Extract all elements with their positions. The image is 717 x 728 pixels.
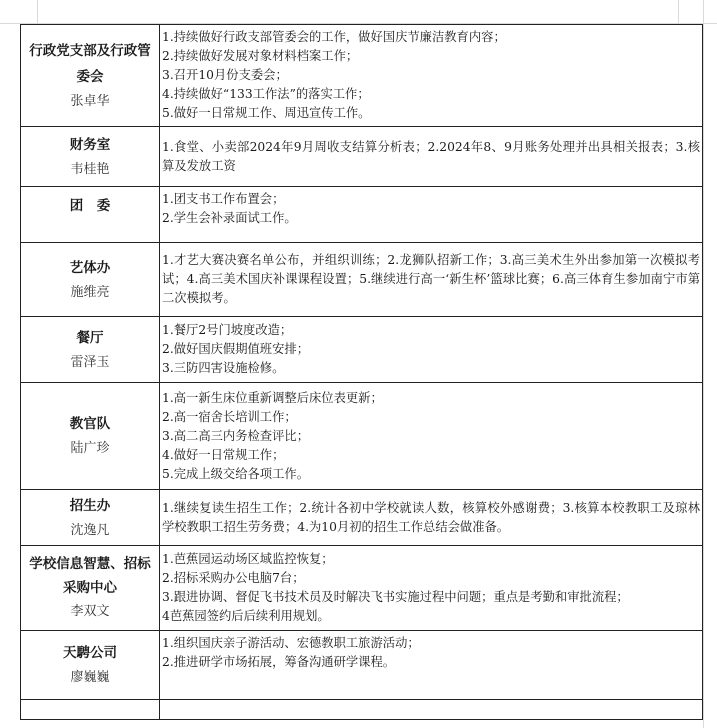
dept-name: 教官队 (69, 416, 111, 432)
dept-cell (21, 383, 160, 490)
task-item: 5.完成上级交给各项工作。 (162, 466, 309, 481)
gridline (37, 0, 38, 24)
tasks-cell (160, 546, 703, 631)
dept-name: 团 委 (69, 198, 111, 214)
table-row (21, 631, 703, 700)
person-name: 李双文 (70, 604, 110, 619)
dept-name: 餐厅 (76, 329, 104, 346)
person-name: 张卓华 (70, 93, 110, 109)
task-item: 1.芭蕉园运动场区域监控恢复； (162, 552, 334, 566)
table-row (21, 187, 703, 243)
task-item: 4芭蕉园签约后后续利用规划。 (162, 609, 330, 623)
tasks-cell (160, 317, 703, 383)
table-row (21, 383, 703, 490)
tasks-cell (160, 187, 703, 243)
dept-name: 学校信息智慧、招标采购中心 (29, 556, 151, 596)
gridline (678, 0, 679, 24)
person-name: 韦桂艳 (70, 161, 110, 177)
dept-name: 行政党支部及行政管委会 (29, 42, 151, 85)
tasks-cell (160, 243, 703, 317)
dept-cell (21, 243, 160, 317)
tasks-cell (160, 490, 703, 546)
tasks-cell (160, 700, 703, 720)
task-item: 3.三防四害设施检修。 (162, 361, 285, 375)
dept-name: 艺体办 (69, 259, 111, 276)
dept-name: 财务室 (69, 136, 111, 153)
table-row (21, 243, 703, 317)
person-name: 沈逸凡 (70, 522, 110, 538)
table-row (21, 546, 703, 631)
table-row (21, 700, 703, 720)
task-item: 1.组织国庆亲子游活动、宏德教职工旅游活动； (162, 636, 420, 650)
person-name: 廖巍巍 (70, 670, 110, 685)
task-paragraph: 1.才艺大赛决赛名单公布，并组织训练；2.龙狮队招新工作；3.高三美术生外出参加第一次模拟考试；4.高三美术国庆补课课程设置；5.继续进行高一‘新生杯’篮球比赛；6.高三体育生参加南宁市第二次模拟考。 (162, 253, 700, 305)
dept-name: 天騁公司 (63, 645, 117, 661)
task-item: 3.高二高三内务检查评比； (162, 428, 309, 443)
person-name: 陆广珍 (70, 441, 110, 456)
task-item: 3.跟进协调、督促飞书技术员及时解决飞书实施过程中问题；重点是考勤和审批流程； (162, 590, 629, 604)
table-row (21, 127, 703, 187)
dept-cell (21, 127, 160, 187)
person-name: 雷泽玉 (70, 354, 110, 370)
tasks-cell (160, 127, 703, 187)
task-item: 2.持续做好发展对象材料档案工作； (162, 49, 359, 63)
task-item: 2.学生会补录面试工作。 (162, 211, 297, 225)
task-item: 4.做好一日常规工作； (162, 447, 285, 462)
dept-cell (21, 631, 160, 700)
task-item: 2.推进研学市场拓展，筹备沟通研学课程。 (162, 655, 396, 669)
task-item: 5.做好一日常规工作、周迅宣传工作。 (162, 106, 371, 120)
dept-cell (21, 490, 160, 546)
task-item: 4.持续做好“133工作法”的落实工作； (162, 87, 370, 101)
gridline (703, 0, 704, 728)
table-row (21, 25, 703, 127)
task-item: 2.招标采购办公电脑7台； (162, 571, 305, 585)
task-item: 1.餐厅2号门坡度改造； (162, 323, 293, 337)
task-item: 2.高一宿舍长培训工作； (162, 409, 297, 424)
task-item: 1.持续做好行政支部管委会的工作，做好国庆节廉洁教育内容； (162, 30, 506, 44)
dept-cell (21, 187, 160, 243)
dept-cell (21, 700, 160, 720)
task-item: 3.召开10月份支委会； (162, 68, 288, 82)
task-item: 2.做好国庆假期值班安排； (162, 342, 309, 356)
task-paragraph: 1.继续复读生招生工作；2.统计各初中学校就读人数，核算校外感谢费；3.核算本校教职工及琼林学校教职工招生劳务费；4.为10月初的招生工作总结会做准备。 (162, 500, 700, 534)
table-row (21, 317, 703, 383)
dept-cell (21, 25, 160, 127)
task-item: 1.高一新生床位重新调整后床位表更新； (162, 390, 383, 405)
dept-cell (21, 546, 160, 631)
dept-name: 招生办 (69, 497, 111, 514)
schedule-table (20, 24, 703, 720)
tasks-cell (160, 631, 703, 700)
person-name: 施维亮 (70, 284, 110, 300)
task-item: 1.团支书工作布置会； (162, 192, 285, 206)
tasks-cell (160, 25, 703, 127)
tasks-cell (160, 383, 703, 490)
dept-cell (21, 317, 160, 383)
task-paragraph: 1.食堂、小卖部2024年9月周收支结算分析表；2.2024年8、9月账务处理并出具相关报表；3.核算及发放工资 (162, 139, 700, 173)
table-row (21, 490, 703, 546)
